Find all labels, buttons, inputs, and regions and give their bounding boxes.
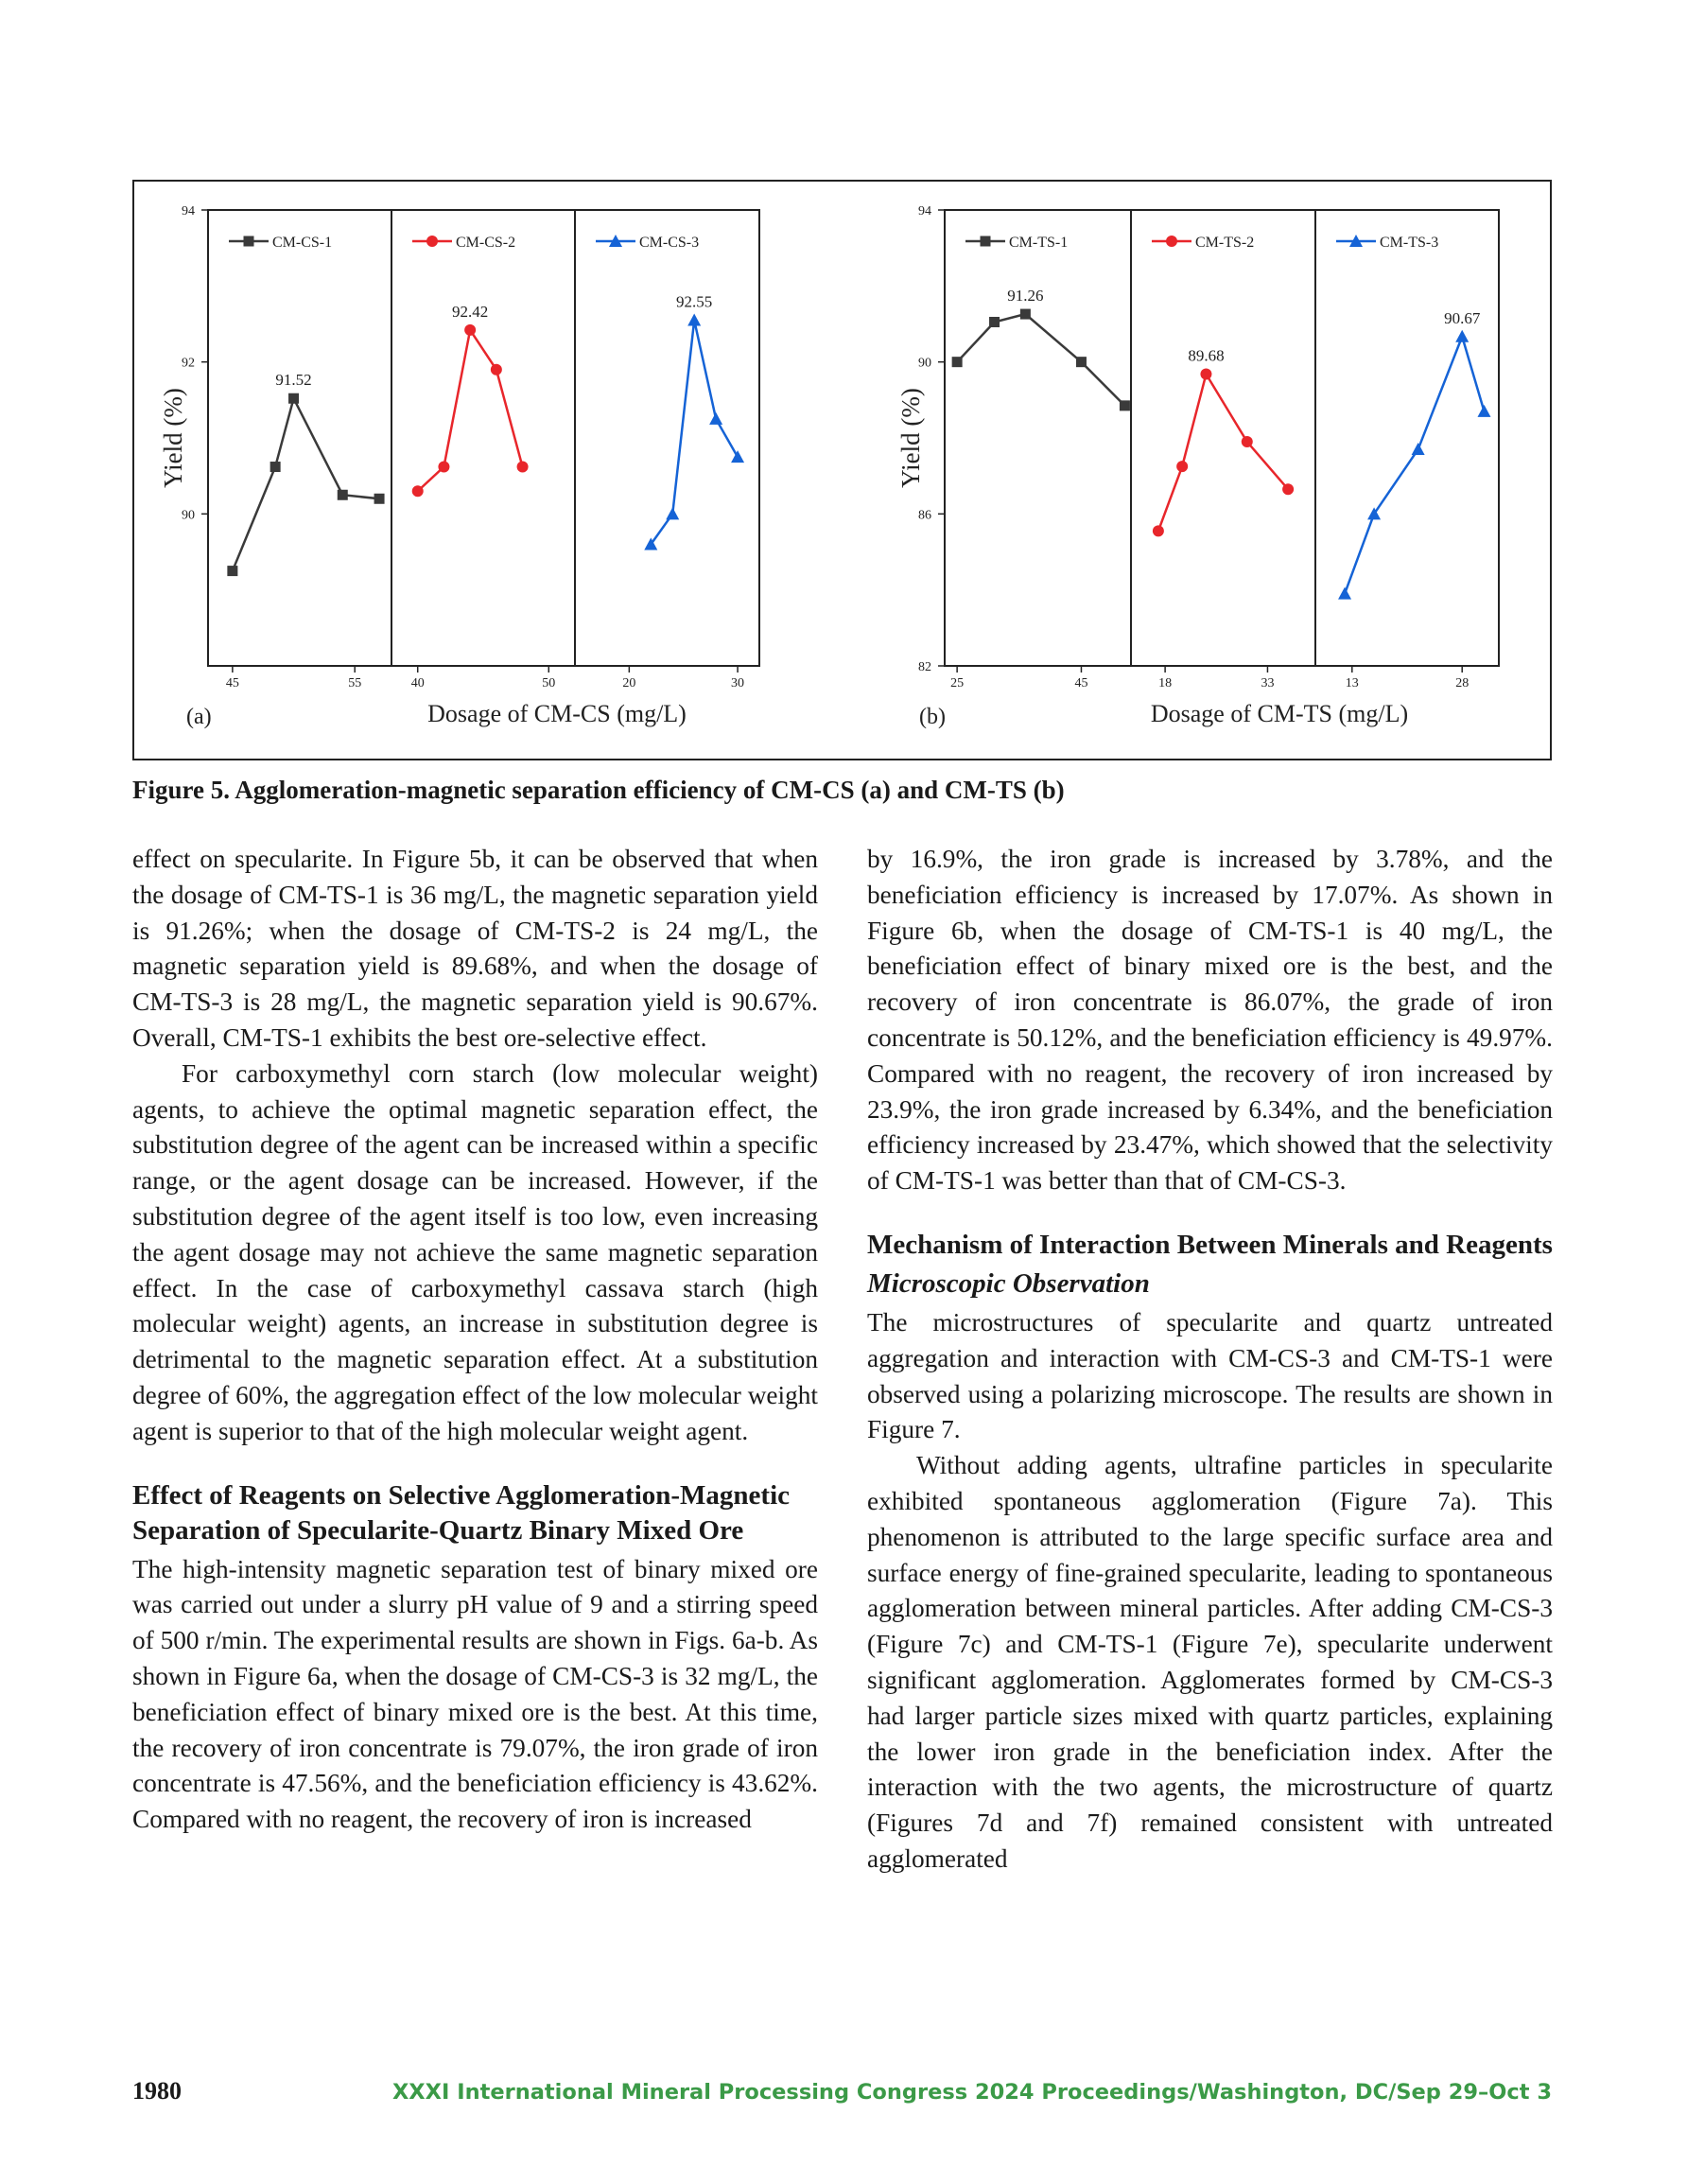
data-point <box>1282 483 1294 495</box>
x-tick-label: 20 <box>622 676 636 690</box>
paragraph: The high-intensity magnetic separation test of binary mixed ore was carried out under a slurry pH value of 9 and a stirring speed of 500 r/min. The experimental results are shown in Figs. 6a-b. As shown in Figure 6a, when the dosage of CM-CS-3 is 32 mg/L, the beneficiation effect of binary mixed ore is the best. At this time, the recovery of iron concentrate is 79.07%, the iron grade of iron concentrate is 47.56%, and the beneficiation efficiency is 43.62%. Compared with no reagent, the recovery of iron is increased <box>132 1554 818 1834</box>
data-point <box>1176 461 1188 472</box>
paragraph: effect on specularite. In Figure 5b, it can be observed that when the dosage of CM-TS-1 is 36 mg/L, the magnetic separation yield is 91.26%; when the dosage of CM-TS-2 is 24 mg/L, the magnetic separation yield is 89.68%, and when the dosage of CM-TS-3 is 28 mg/L, the magnetic separation yield is 90.67%. Overall, CM-TS-1 exhibits the best ore-selective effect. <box>132 845 818 1052</box>
data-point <box>517 462 529 473</box>
series-line <box>1158 375 1288 532</box>
data-point <box>1153 525 1164 536</box>
x-axis-label: Dosage of CM-TS (mg/L) <box>1150 700 1409 727</box>
y-tick-label: 90 <box>182 508 195 523</box>
paragraph: For carboxymethyl corn starch (low molecular weight) agents, to achieve the optimal magnetic separation effect, the substitution degree of the agent can be increased within a specific range, or the agent dosage can be increased. However, if the substitution degree of the agent itself is too low, even increasing the agent dosage may not achieve the same magnetic separation effect. In the case of carboxymethyl cassava starch (high molecular weight) agents, an increase in substitution degree is detrimental to the magnetic separation effect. At a substitution degree of 60%, the aggregation effect of the low molecular weight agent is superior to that of the high molecular weight agent. <box>132 1058 818 1445</box>
right-column <box>867 842 1553 1878</box>
data-point <box>1242 436 1253 447</box>
legend-marker <box>1166 236 1177 247</box>
data-point <box>1200 369 1211 380</box>
x-tick-label: 25 <box>950 676 965 690</box>
y-tick-label: 94 <box>918 204 931 218</box>
peak-value-label: 91.52 <box>275 371 312 390</box>
data-point <box>1412 443 1425 455</box>
x-axis-label: Dosage of CM-CS (mg/L) <box>427 700 687 727</box>
data-point <box>1338 587 1351 600</box>
x-tick-label: 45 <box>1074 676 1088 690</box>
data-point <box>412 485 424 497</box>
y-tick-label: 92 <box>182 356 195 371</box>
paragraph: The microstructures of specularite and quartz untreated aggregation and interaction with CM-CS-3 and CM-TS-1 were observed using a polarizing microscope. The results are shown in Figure 7. <box>867 1307 1553 1444</box>
figure-caption: Figure 5. Agglomeration-magnetic separation efficiency of CM-CS (a) and CM-TS (b) <box>132 776 1065 804</box>
data-point <box>1020 309 1031 320</box>
legend-label: CM-CS-3 <box>639 235 700 251</box>
x-tick-label: 55 <box>348 676 362 690</box>
data-point <box>709 412 722 425</box>
peak-value-label: 92.55 <box>676 292 713 311</box>
y-axis-label: Yield (%) <box>896 388 925 488</box>
subsection-heading: Microscopic Observation <box>867 1267 1150 1299</box>
series-line <box>233 398 379 570</box>
series-line <box>418 330 523 491</box>
panel-label: (b) <box>919 705 946 729</box>
data-point <box>666 507 679 519</box>
legend-marker <box>981 236 991 247</box>
x-tick-label: 18 <box>1158 676 1173 690</box>
peak-value-label: 91.26 <box>1007 287 1044 306</box>
data-point <box>989 317 1000 327</box>
y-tick-label: 86 <box>918 508 931 523</box>
y-tick-label: 90 <box>918 356 931 371</box>
x-tick-label: 50 <box>542 676 556 690</box>
peak-value-label: 90.67 <box>1444 308 1481 327</box>
x-tick-label: 30 <box>731 676 745 690</box>
plot-area-frame <box>945 210 1499 666</box>
panel-label: (a) <box>186 705 212 729</box>
series-line <box>1345 337 1484 594</box>
legend-label: CM-CS-1 <box>272 235 333 251</box>
paragraph: Without adding agents, ultrafine particles in specularite exhibited spontaneous agglomeration (Figure 7a). This phenomenon is attributed to the large specific surface area and surface energy of fine-grained specularite, leading to spontaneous agglomeration between mineral particles. After adding CM-CS-3 (Figure 7c) and CM-TS-1 (Figure 7e), specularite underwent significant agglomeration. Agglomerates formed by CM-CS-3 had larger particle sizes mixed with quartz particles, explaining the lower iron grade in the beneficiation index. After the interaction with the two agents, the microstructure of quartz (Figures 7d and 7f) remained consistent with untreated agglomerated <box>867 1451 1553 1873</box>
legend-label: CM-TS-1 <box>1009 235 1069 251</box>
x-tick-label: 13 <box>1345 676 1359 690</box>
data-point <box>687 313 701 325</box>
data-point <box>1076 357 1087 367</box>
data-point <box>438 462 449 473</box>
legend-label: CM-TS-2 <box>1195 235 1255 251</box>
data-point <box>731 450 744 463</box>
page-number: 1980 <box>132 2077 182 2105</box>
left-column <box>132 842 818 1838</box>
data-point <box>464 324 476 336</box>
section-heading: Mechanism of Interaction Between Minerals and Reagents <box>867 1229 1553 1260</box>
y-tick-label: 82 <box>918 660 931 674</box>
x-tick-label: 45 <box>225 676 239 690</box>
figure-5-charts <box>134 182 1550 759</box>
series-line <box>651 320 738 544</box>
y-tick-label: 94 <box>182 204 195 218</box>
legend-label: CM-TS-3 <box>1380 235 1439 251</box>
section-heading: Effect of Reagents on Selective Agglomeration-Magnetic Separation of Specularite-Quartz Binary Mixed Ore <box>132 1479 790 1546</box>
peak-value-label: 92.42 <box>452 302 489 321</box>
journal-footer: XXXI International Mineral Processing Congress 2024 Proceedings/Washington, DC/Sep 29–Oct 3 <box>391 2080 1552 2105</box>
data-point <box>227 566 237 576</box>
legend-marker <box>426 236 438 247</box>
x-tick-label: 28 <box>1455 676 1470 690</box>
legend-label: CM-CS-2 <box>456 235 516 251</box>
peak-value-label: 89.68 <box>1188 346 1225 365</box>
series-line <box>957 314 1124 406</box>
figure-5 <box>132 180 1552 760</box>
data-point <box>1477 405 1490 417</box>
data-point <box>1120 400 1130 411</box>
data-point <box>374 494 385 504</box>
plot-area-frame <box>208 210 759 666</box>
legend-marker <box>244 236 254 247</box>
data-point <box>952 357 963 367</box>
y-axis-label: Yield (%) <box>159 388 187 488</box>
x-tick-label: 33 <box>1261 676 1275 690</box>
paragraph: by 16.9%, the iron grade is increased by 3.78%, and the beneficiation efficiency is increased by 17.07%. As shown in Figure 6b, when the dosage of CM-TS-1 is 40 mg/L, the beneficiation effect of binary mixed ore is the best, and the recovery of iron concentrate is 86.07%, the grade of iron concentrate is 50.12%, and the beneficiation efficiency is 49.97%. Compared with no reagent, the recovery of iron increased by 23.9%, the iron grade increased by 6.34%, and the beneficiation efficiency increased by 23.47%, which showed that the selectivity of CM-TS-1 was better than that of CM-CS-3. <box>867 845 1553 1196</box>
data-point <box>338 490 348 500</box>
data-point <box>491 364 502 376</box>
data-point <box>270 462 281 472</box>
data-point <box>288 393 299 404</box>
data-point <box>1455 330 1469 342</box>
x-tick-label: 40 <box>410 676 425 690</box>
